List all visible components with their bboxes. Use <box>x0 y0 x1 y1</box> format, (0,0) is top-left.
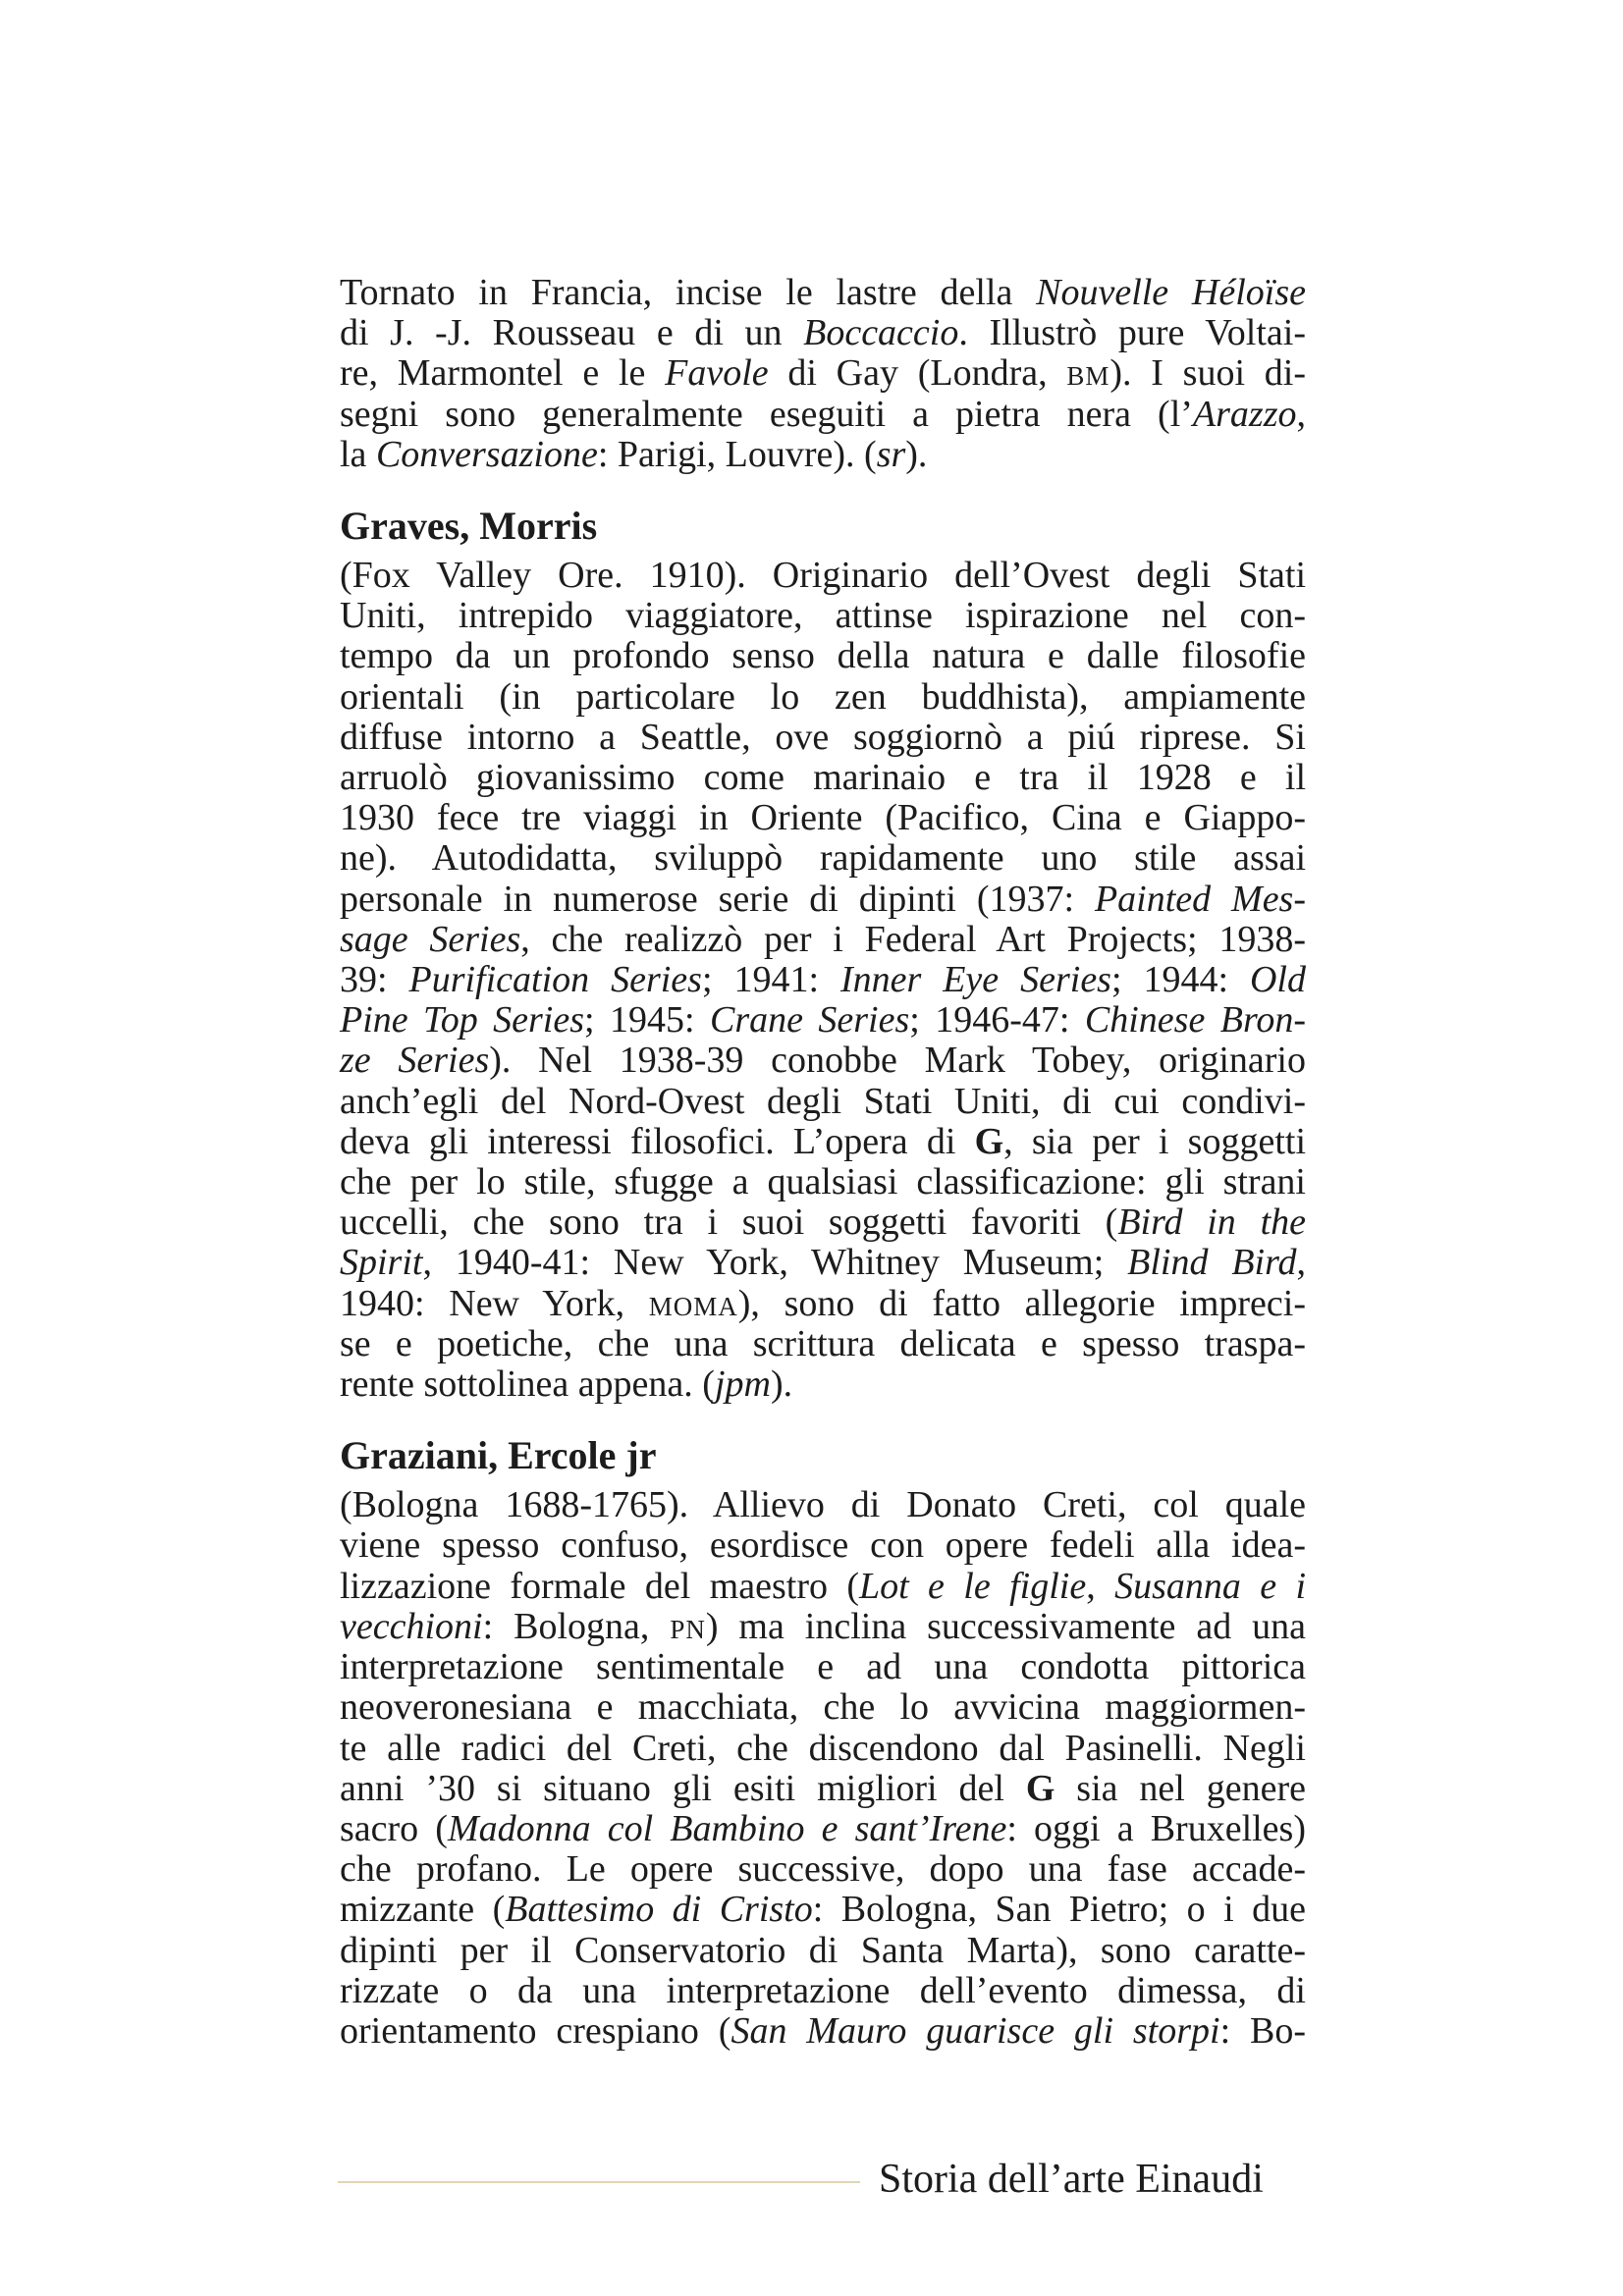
text-run: ). I suoi di- <box>1109 352 1306 395</box>
text-run: anni ’30 si situano gli esiti migliori del <box>340 1767 1026 1809</box>
text-run: ; 1941: <box>701 959 840 1001</box>
text-line <box>340 1687 1306 1728</box>
text-line <box>340 1567 1306 1607</box>
text-run: (Fox Valley Ore. 1910). Originario dell’Ovest degli Stati <box>340 555 1306 597</box>
text-run: rente sottolinea appena. ( <box>340 1363 715 1406</box>
entry-body-graves <box>340 556 1306 1405</box>
text-line <box>340 758 1306 798</box>
small-caps-run: moma <box>648 1282 738 1324</box>
text-line <box>340 2011 1306 2052</box>
text-run: arruolò giovanissimo come marinaio e tra il 1928 e il <box>340 757 1306 799</box>
text-run: , sia per i soggetti <box>1003 1120 1306 1162</box>
italic-run: Favole <box>665 352 769 395</box>
entry-heading-graziani: Graziani, Ercole jr <box>340 1433 657 1478</box>
text-run: viene spesso confuso, esordisce con opere fedeli alla idea- <box>340 1524 1306 1567</box>
text-run: , che realizzò per i Federal Art Projects; 1938- <box>520 918 1306 960</box>
italic-run: Chinese Bron- <box>1084 999 1306 1041</box>
text-run: sia nel genere <box>1055 1767 1306 1809</box>
italic-run: vecchioni <box>340 1605 483 1647</box>
italic-run: jpm <box>714 1363 771 1406</box>
text-run: : Bologna, San Pietro; o i due <box>812 1889 1307 1931</box>
text-run: Uniti, intrepido viaggiatore, attinse ispirazione nel con- <box>340 595 1306 637</box>
text-run: orientali (in particolare lo zen buddhista), ampiamente <box>340 675 1306 718</box>
text-run: ). <box>770 1363 793 1406</box>
text-line <box>340 1202 1306 1243</box>
text-run: , 1940-41: New York, Whitney Museum; <box>422 1242 1128 1284</box>
text-run: ; 1945: <box>584 999 710 1041</box>
text-line <box>340 677 1306 718</box>
text-line <box>340 880 1306 920</box>
text-run: uccelli, che sono tra i suoi soggetti favoriti ( <box>340 1201 1118 1244</box>
text-run: 1940: New York, <box>340 1282 649 1324</box>
footer-rule <box>338 2181 860 2183</box>
text-line <box>340 596 1306 636</box>
small-caps-run: pn <box>670 1605 706 1647</box>
text-run: Tornato in Francia, incise le lastre della <box>340 272 1037 313</box>
text-run: te alle radici del Creti, che discendono dal Pasinelli. Negli <box>340 1727 1306 1769</box>
text-run: ne). Autodidatta, sviluppò rapidamente uno stile assai <box>340 837 1306 880</box>
text-run: : Bo- <box>1219 2009 1306 2052</box>
text-line <box>340 636 1306 676</box>
text-line <box>340 1364 1306 1405</box>
text-line <box>340 718 1306 758</box>
text-run: che per lo stile, sfugge a qualsiasi classificazione: gli strani <box>340 1161 1306 1203</box>
text-run: deva gli interessi filosofici. L’opera di <box>340 1120 975 1162</box>
text-run: la <box>340 433 376 475</box>
italic-run: sr <box>876 433 906 475</box>
text-line <box>340 1647 1306 1687</box>
text-line <box>340 1849 1306 1890</box>
text-run: diffuse intorno a Seattle, ove soggiornò a piú riprese. Si <box>340 716 1306 758</box>
text-run: di J. -J. Rousseau e di un <box>340 312 804 354</box>
text-run: segni sono generalmente eseguiti a pietra nera (l’ <box>340 393 1193 435</box>
text-line <box>340 313 1306 353</box>
italic-run: Madonna col Bambino e sant’Irene <box>447 1807 1007 1849</box>
text-run: ), sono di fatto allegorie impreci- <box>737 1282 1306 1324</box>
text-run: ; 1944: <box>1110 959 1250 1001</box>
text-run: (Bologna 1688-1765). Allievo di Donato Creti, col quale <box>340 1484 1306 1526</box>
text-column <box>340 273 1306 2052</box>
italic-run: Purification Series <box>408 959 702 1001</box>
entry-continuation <box>340 273 1306 475</box>
text-run: lizzazione formale del maestro ( <box>340 1565 859 1607</box>
italic-run: Inner Eye Series <box>839 959 1111 1001</box>
italic-run: Conversazione <box>375 433 598 475</box>
italic-run: sage Series <box>340 918 521 960</box>
text-run: personale in numerose serie di dipinti (1937: <box>340 878 1095 920</box>
italic-run: San Mauro guarisce gli storpi <box>730 2009 1220 2052</box>
text-line <box>340 1122 1306 1162</box>
text-run: neoveronesiana e macchiata, che lo avvicina maggiormen- <box>340 1686 1306 1729</box>
text-run: anch’egli del Nord-Ovest degli Stati Uniti, di cui condivi- <box>340 1080 1306 1122</box>
text-line <box>340 1082 1306 1122</box>
text-run: , <box>1086 1565 1115 1607</box>
italic-run: Susanna e i <box>1114 1565 1307 1607</box>
italic-run: ze Series <box>340 1040 490 1082</box>
italic-run: Battesimo di Cristo <box>505 1889 813 1931</box>
text-run: ) ma inclina successivamente ad una <box>705 1605 1306 1647</box>
text-run: dipinti per il Conservatorio di Santa Marta), sono caratte- <box>340 1929 1306 1971</box>
text-run: : Bologna, <box>482 1605 671 1647</box>
italic-run: Spirit <box>340 1242 423 1284</box>
text-line <box>340 395 1306 435</box>
entry-body-graziani <box>340 1485 1306 2052</box>
text-run: rizzate o da una interpretazione dell’evento dimessa, di <box>340 1969 1306 2011</box>
text-line <box>340 1809 1306 1849</box>
text-line <box>340 798 1306 838</box>
text-run: : oggi a Bruxelles) <box>1006 1807 1306 1849</box>
footer-title: Storia dell’arte Einaudi <box>879 2157 1264 2202</box>
text-line <box>340 1000 1306 1041</box>
italic-run: Blind Bird <box>1127 1242 1297 1284</box>
text-line <box>340 1324 1306 1364</box>
text-line <box>340 838 1306 879</box>
text-run: tempo da un profondo senso della natura e dalle filosofie <box>340 635 1306 677</box>
italic-run: Arazzo <box>1192 393 1297 435</box>
text-line <box>340 1284 1306 1324</box>
text-run: interpretazione sentimentale e ad una condotta pittorica <box>340 1646 1306 1688</box>
text-line <box>340 1607 1306 1647</box>
text-run: orientamento crespiano ( <box>340 2009 731 2052</box>
text-line <box>340 1931 1306 1971</box>
text-line <box>340 920 1306 960</box>
text-run: , <box>1296 393 1306 435</box>
text-line <box>340 1729 1306 1769</box>
text-line <box>340 435 1306 475</box>
text-run: : Parigi, Louvre). ( <box>597 433 877 475</box>
italic-run: Bird in the <box>1117 1201 1306 1244</box>
italic-run: Crane Series <box>709 999 910 1041</box>
text-line <box>340 1243 1306 1283</box>
text-line <box>340 1525 1306 1566</box>
text-line <box>340 1971 1306 2011</box>
text-run: se e poetiche, che una scrittura delicata e spesso traspa- <box>340 1322 1306 1364</box>
text-run: ). Nel 1938-39 conobbe Mark Tobey, originario <box>489 1040 1306 1082</box>
text-line <box>340 1162 1306 1202</box>
italic-run: Nouvelle Héloïse <box>1036 272 1306 313</box>
text-line <box>340 960 1306 1000</box>
entry-heading-graves: Graves, Morris <box>340 504 598 549</box>
text-run: sacro ( <box>340 1807 448 1849</box>
italic-run: Painted Mes- <box>1094 878 1306 920</box>
text-line <box>340 1041 1306 1081</box>
bold-run: G <box>974 1120 1004 1162</box>
text-line <box>340 1890 1306 1930</box>
text-run: 39: <box>340 959 409 1001</box>
small-caps-run: bm <box>1066 352 1110 395</box>
text-run: ; 1946-47: <box>909 999 1085 1041</box>
italic-run: Boccaccio <box>803 312 959 354</box>
text-run: , <box>1296 1242 1306 1284</box>
text-run: . Illustrò pure Voltai- <box>958 312 1306 354</box>
text-run: ). <box>905 433 928 475</box>
text-line <box>340 556 1306 596</box>
text-line <box>340 273 1306 313</box>
italic-run: Pine Top Series <box>340 999 584 1041</box>
text-line <box>340 1485 1306 1525</box>
bold-run: G <box>1025 1767 1055 1809</box>
text-line <box>340 353 1306 394</box>
text-run: re, Marmontel e le <box>340 352 666 395</box>
text-line <box>340 1769 1306 1809</box>
text-run: che profano. Le opere successive, dopo una fase accade- <box>340 1848 1306 1891</box>
text-run: di Gay (Londra, <box>768 352 1067 395</box>
text-run: mizzante ( <box>340 1889 506 1931</box>
text-run: 1930 fece tre viaggi in Oriente (Pacifico, Cina e Giappo- <box>340 797 1306 839</box>
italic-run: Lot e le figlie <box>859 1565 1087 1607</box>
italic-run: Old <box>1249 959 1306 1001</box>
